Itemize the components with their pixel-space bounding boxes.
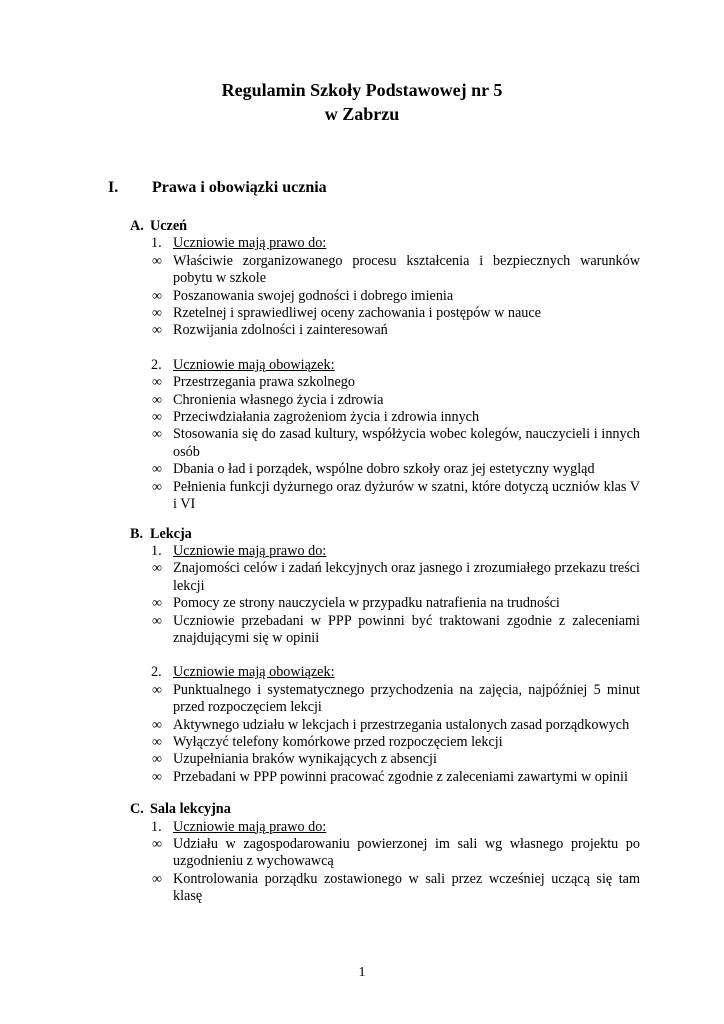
list-item xyxy=(130,871,640,906)
list-item-text: Pełnienia funkcji dyżurnego oraz dyżurów w szatni, które dotyczą uczniów klas V i VI xyxy=(173,478,640,513)
list-item xyxy=(130,682,640,717)
group-title: Uczniowie mają prawo do: xyxy=(173,818,327,835)
list-item-text: Udziału w zagospodarowaniu powierzonej im sali wg własnego projektu po uzgodnieniu z wychowawcą xyxy=(173,836,640,870)
subsection-title: Sala lekcyjna xyxy=(150,801,231,818)
list-item xyxy=(130,461,640,478)
infinity-bullet-icon: ∞ xyxy=(152,306,162,322)
subsection-title: Uczeń xyxy=(150,218,188,234)
list-item-text: Przestrzegania prawa szkolnego xyxy=(173,374,355,391)
infinity-bullet-icon: ∞ xyxy=(152,682,162,698)
group-heading xyxy=(130,235,640,252)
list-item-text: Punktualnego i systematycznego przychodzenia na zajęcia, najpóźniej 5 minut przed rozpoczęciem lekcji xyxy=(173,681,640,716)
page-number: 1 xyxy=(358,965,366,980)
subsection-heading xyxy=(130,218,640,235)
subsection-title: Lekcja xyxy=(150,525,192,542)
group-title: Uczniowie mają obowiązek: xyxy=(173,356,335,373)
list-item xyxy=(130,769,640,786)
subsection-heading xyxy=(130,801,640,818)
list-item xyxy=(130,374,640,391)
subsection-letter: C. xyxy=(130,801,144,818)
infinity-bullet-icon: ∞ xyxy=(152,561,162,577)
group-heading xyxy=(130,664,640,681)
list-item xyxy=(130,613,640,648)
list-item-text: Przebadani w PPP powinni pracować zgodnie z zaleceniami zawartymi w opinii xyxy=(173,768,628,785)
group-number: 1. xyxy=(151,818,162,835)
list-item xyxy=(130,560,640,595)
list-item xyxy=(130,734,640,751)
infinity-bullet-icon: ∞ xyxy=(152,427,162,443)
list-item xyxy=(130,322,640,339)
list-item xyxy=(130,409,640,426)
list-item xyxy=(130,717,640,734)
subsection-letter: A. xyxy=(130,218,144,234)
infinity-bullet-icon: ∞ xyxy=(152,288,162,304)
list-item-text: Uczniowie przebadani w PPP powinni być traktowani zgodnie z zaleceniami znajdującymi się w opinii xyxy=(173,612,640,646)
spacer xyxy=(130,514,640,526)
group-heading xyxy=(130,819,640,836)
infinity-bullet-icon: ∞ xyxy=(152,253,162,269)
group-number: 2. xyxy=(151,356,162,373)
list-item-text: Uzupełniania braków wynikających z absencji xyxy=(173,751,437,768)
list-item xyxy=(130,595,640,612)
list-item xyxy=(130,426,640,461)
subsection-heading xyxy=(130,526,640,543)
group-number: 2. xyxy=(151,664,162,681)
infinity-bullet-icon: ∞ xyxy=(152,769,162,785)
group-number: 1. xyxy=(151,542,162,559)
document-title-line2: w Zabrzu xyxy=(324,104,400,124)
spacer xyxy=(130,647,640,664)
list-item-text: Rzetelnej i sprawiedliwej oceny zachowania i postępów w nauce xyxy=(173,305,541,322)
spacer xyxy=(130,786,640,801)
list-item-text: Stosowania się do zasad kultury, współżycia wobec kolegów, nauczycieli i innych osób xyxy=(173,426,640,460)
list-item xyxy=(130,836,640,871)
section-heading xyxy=(108,179,327,197)
infinity-bullet-icon: ∞ xyxy=(152,410,162,426)
list-item xyxy=(130,253,640,288)
list-item xyxy=(130,392,640,409)
list-item-text: Chronienia własnego życia i zdrowia xyxy=(173,391,384,408)
list-item-text: Pomocy ze strony nauczyciela w przypadku natrafienia na trudności xyxy=(173,595,560,612)
list-item-text: Kontrolowania porządku zostawionego w sali przez wcześniej uczącą się tam klasę xyxy=(173,870,640,905)
infinity-bullet-icon: ∞ xyxy=(152,837,162,852)
list-item xyxy=(130,305,640,322)
infinity-bullet-icon: ∞ xyxy=(152,323,162,339)
infinity-bullet-icon: ∞ xyxy=(152,596,162,612)
infinity-bullet-icon: ∞ xyxy=(152,734,162,750)
infinity-bullet-icon: ∞ xyxy=(152,871,162,887)
section-title: Prawa i obowiązki ucznia xyxy=(152,179,327,196)
document-body xyxy=(130,218,640,906)
spacer xyxy=(130,340,640,357)
infinity-bullet-icon: ∞ xyxy=(152,613,162,629)
list-item-text: Rozwijania zdolności i zainteresowań xyxy=(173,322,388,339)
infinity-bullet-icon: ∞ xyxy=(152,717,162,733)
list-item xyxy=(130,751,640,768)
subsection-letter: B. xyxy=(130,525,144,542)
list-item-text: Przeciwdziałania zagrożeniom życia i zdrowia innych xyxy=(173,409,480,426)
group-title: Uczniowie mają obowiązek: xyxy=(173,664,335,681)
list-item xyxy=(130,288,640,305)
infinity-bullet-icon: ∞ xyxy=(152,479,162,495)
group-heading xyxy=(130,543,640,560)
list-item xyxy=(130,479,640,514)
infinity-bullet-icon: ∞ xyxy=(152,392,162,408)
group-title: Uczniowie mają prawo do: xyxy=(173,235,327,252)
infinity-bullet-icon: ∞ xyxy=(152,462,162,478)
list-item-text: Poszanowania swojej godności i dobrego imienia xyxy=(173,287,454,304)
list-item-text: Właściwie zorganizowanego procesu kształcenia i bezpiecznych warunków pobytu w szkole xyxy=(173,252,640,287)
group-number: 1. xyxy=(151,235,162,252)
list-item-text: Dbania o ład i porządek, wspólne dobro szkoły oraz jej estetyczny wygląd xyxy=(173,461,595,478)
group-heading xyxy=(130,357,640,374)
list-item-text: Aktywnego udziału w lekcjach i przestrzegania ustalonych zasad porządkowych xyxy=(173,716,630,733)
list-item-text: Wyłączyć telefony komórkowe przed rozpoczęciem lekcji xyxy=(173,733,503,750)
infinity-bullet-icon: ∞ xyxy=(152,752,162,768)
infinity-bullet-icon: ∞ xyxy=(152,375,162,391)
document-title-line1: Regulamin Szkoły Podstawowej nr 5 xyxy=(221,80,503,100)
group-title: Uczniowie mają prawo do: xyxy=(173,542,327,559)
section-number: I. xyxy=(108,179,119,196)
list-item-text: Znajomości celów i zadań lekcyjnych oraz jasnego i zrozumiałego przekazu treści lekcji xyxy=(173,560,640,594)
